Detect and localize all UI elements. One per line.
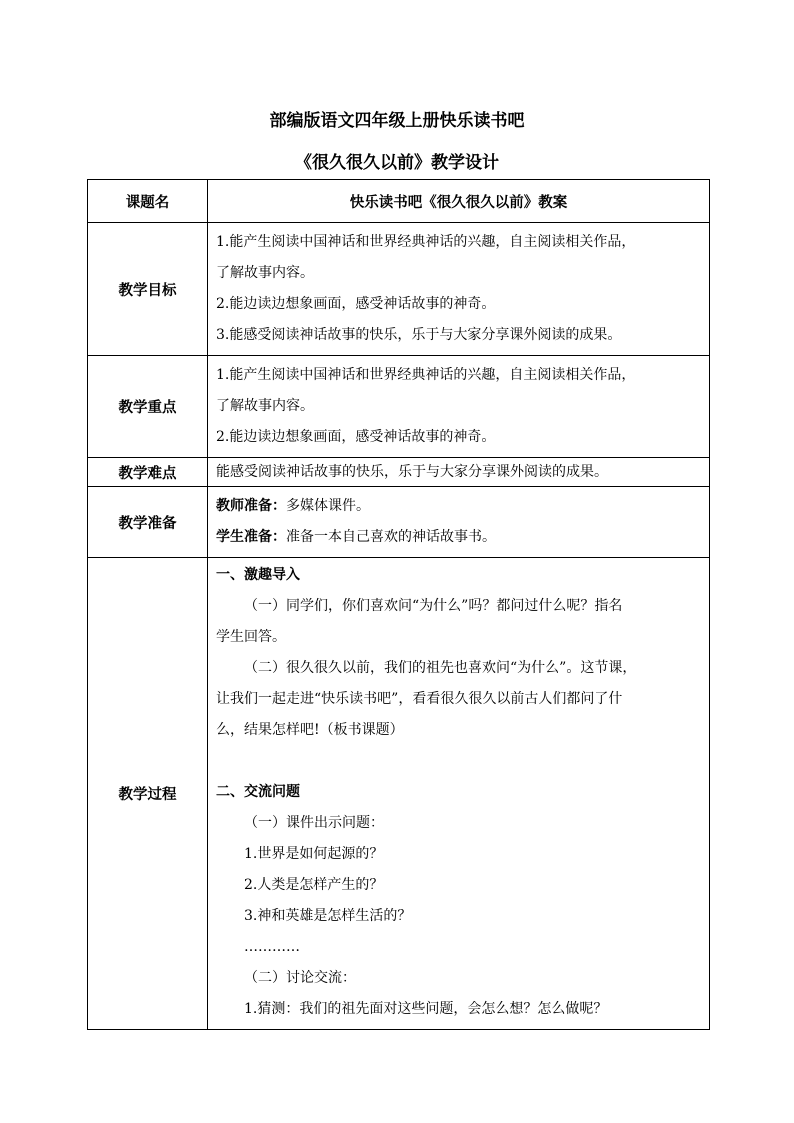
process-paragraph-line: （二）很久很久以前，我们的祖先也喜欢问“为什么”。这节课， bbox=[244, 660, 637, 676]
prep-teacher-label: 教师准备： bbox=[216, 498, 286, 514]
topic-value: 快乐读书吧《很久很久以前》教案 bbox=[208, 180, 710, 223]
discussion-item: 1.猜测：我们的祖先面对这些问题，会怎么想？怎么做呢？ bbox=[244, 1001, 608, 1017]
process-section-title: 二、交流问题 bbox=[216, 784, 300, 800]
difficulty-line: 能感受阅读神话故事的快乐，乐于与大家分享课外阅读的成果。 bbox=[216, 464, 608, 480]
document-title: 部编版语文四年级上册快乐读书吧 bbox=[269, 111, 525, 131]
table-row-topic bbox=[88, 180, 710, 223]
prep-teacher-line bbox=[216, 491, 701, 522]
goal-line: 3.能感受阅读神话故事的快乐，乐于与大家分享课外阅读的成果。 bbox=[216, 327, 622, 343]
goals-content bbox=[208, 223, 710, 356]
goal-line: 1.能产生阅读中国神话和世界经典神话的兴趣，自主阅读相关作品， bbox=[216, 234, 636, 250]
question-item: 1.世界是如何起源的？ bbox=[244, 846, 384, 862]
key-point-line: 2.能边读边想象画面，感受神话故事的神奇。 bbox=[216, 429, 496, 445]
process-section-title: 一、激趣导入 bbox=[216, 567, 300, 583]
process-paragraph-line: 么，结果怎样吧!（板书课题） bbox=[216, 722, 404, 738]
question-item: 3.神和英雄是怎样生活的？ bbox=[244, 908, 412, 924]
difficulty-label: 教学难点 bbox=[88, 458, 208, 487]
process-label: 教学过程 bbox=[88, 558, 208, 1030]
key-points-label: 教学重点 bbox=[88, 356, 208, 458]
topic-label: 课题名 bbox=[88, 180, 208, 223]
table-row-difficulty bbox=[88, 458, 710, 487]
preparation-label: 教学准备 bbox=[88, 487, 208, 558]
document-subtitle: 《很久很久以前》教学设计 bbox=[295, 153, 499, 173]
key-points-content bbox=[208, 356, 710, 458]
blank-line bbox=[216, 746, 701, 777]
prep-student-text: 准备一本自己喜欢的神话故事书。 bbox=[286, 529, 496, 545]
table-row-goals bbox=[88, 223, 710, 356]
table-row-preparation bbox=[88, 487, 710, 558]
difficulty-content bbox=[208, 458, 710, 487]
lesson-plan-table bbox=[87, 179, 710, 1030]
goals-label: 教学目标 bbox=[88, 223, 208, 356]
prep-student-line bbox=[216, 522, 701, 553]
process-subheading: （二）讨论交流： bbox=[244, 970, 356, 986]
prep-teacher-text: 多媒体课件。 bbox=[286, 498, 370, 514]
goal-line: 了解故事内容。 bbox=[216, 265, 314, 281]
process-paragraph-line: 学生回答。 bbox=[216, 629, 286, 645]
preparation-content bbox=[208, 487, 710, 558]
ellipsis-line: ………… bbox=[244, 939, 300, 955]
process-subheading: （一）课件出示问题： bbox=[244, 815, 384, 831]
key-point-line: 1.能产生阅读中国神话和世界经典神话的兴趣，自主阅读相关作品， bbox=[216, 367, 636, 383]
prep-student-label: 学生准备： bbox=[216, 529, 286, 545]
question-item: 2.人类是怎样产生的？ bbox=[244, 877, 384, 893]
table-row-key-points bbox=[88, 356, 710, 458]
process-paragraph-line: （一）同学们，你们喜欢问“为什么”吗？都问过什么呢？指名 bbox=[244, 598, 623, 614]
process-content bbox=[208, 558, 710, 1030]
process-paragraph-line: 让我们一起走进“快乐读书吧”，看看很久很久以前古人们都问了什 bbox=[216, 691, 623, 707]
key-point-line: 了解故事内容。 bbox=[216, 398, 314, 414]
table-row-process bbox=[88, 558, 710, 1030]
goal-line: 2.能边读边想象画面，感受神话故事的神奇。 bbox=[216, 296, 496, 312]
